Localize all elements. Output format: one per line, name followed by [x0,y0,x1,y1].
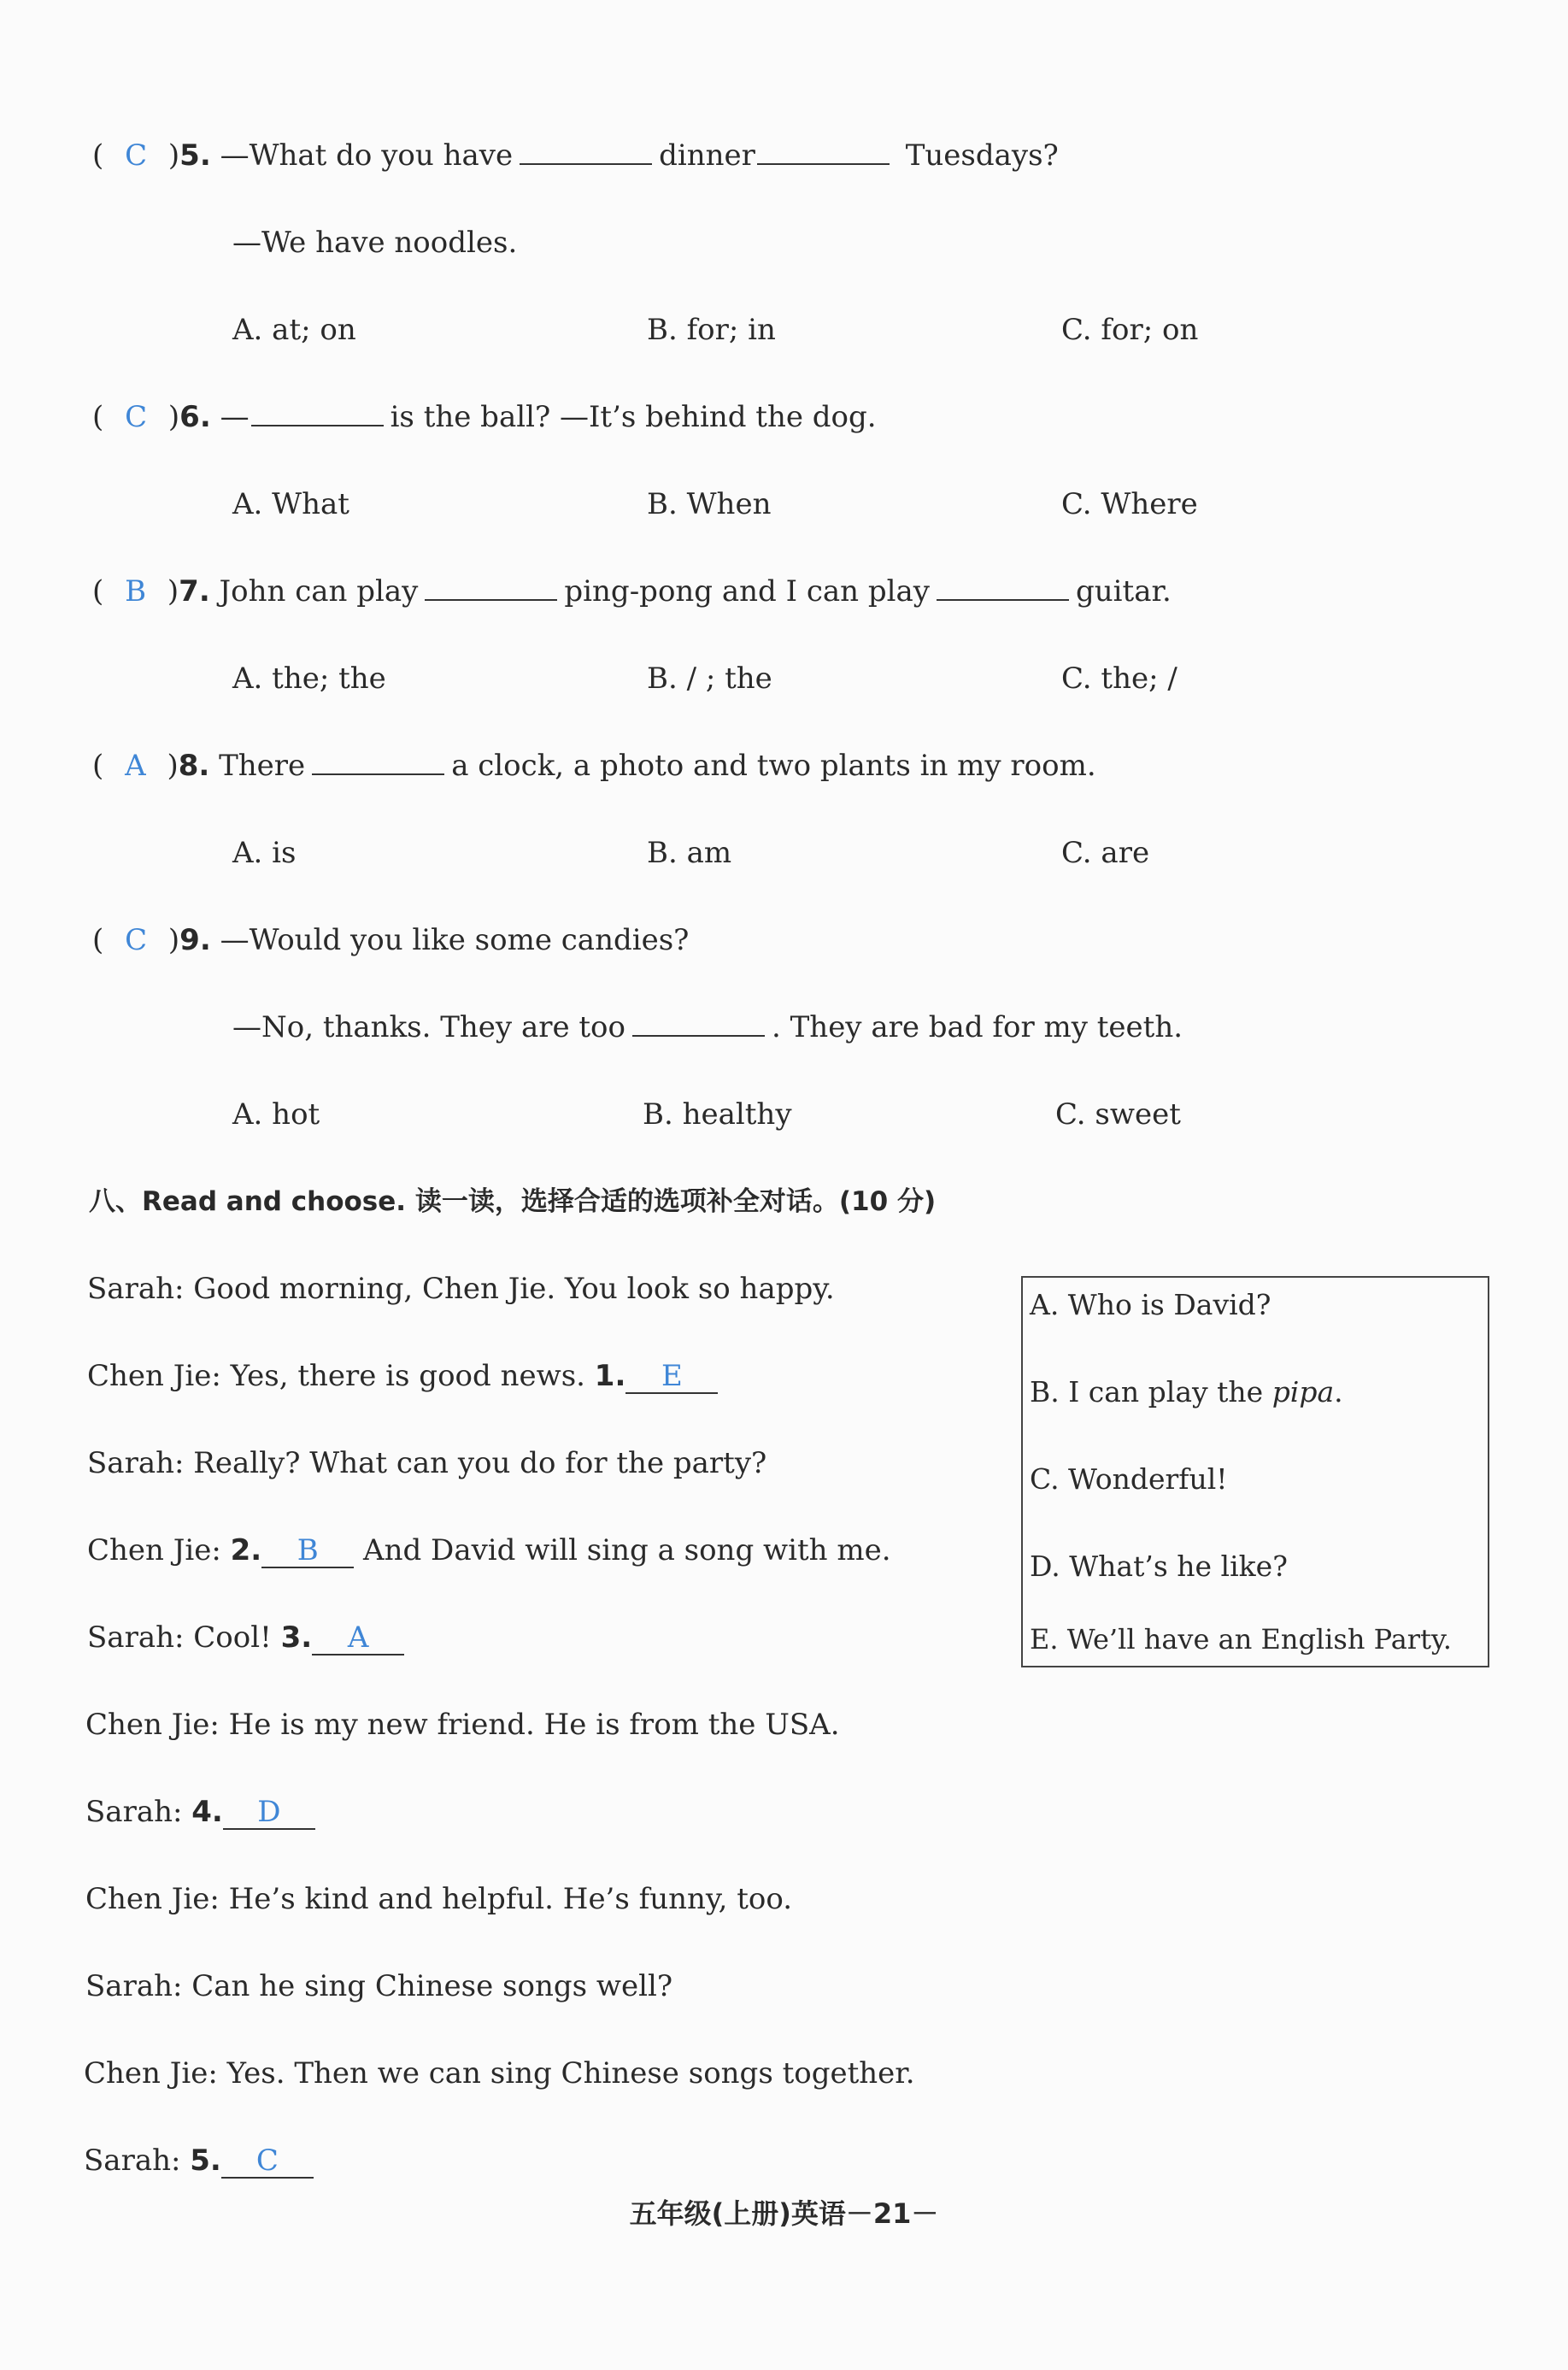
question-number: 6. [179,400,211,434]
blank [937,573,1069,601]
dialogue-line-1 [87,1270,835,1308]
dialogue-line-5 [87,1619,404,1656]
dialogue-line-8 [85,1880,792,1918]
question-text: There [219,749,306,783]
blank [520,138,652,165]
option-b: B. / ; the [647,662,772,696]
option-c: C. for; on [1061,313,1199,347]
dialogue-text: Cool! [193,1620,272,1655]
option-a: A. hot [232,1097,320,1132]
option-c: C. the; / [1061,662,1177,696]
answer-8: A [125,749,146,783]
dialogue-text: Can he sing Chinese songs well? [191,1969,673,2003]
choice-e: E. We’ll have an English Party. [1030,1623,1452,1655]
speaker: Chen Jie: [87,1533,221,1567]
speaker: Sarah: [85,1795,183,1829]
dialogue-line-6 [85,1706,840,1744]
blank [312,748,444,775]
question-number: 8. [178,749,210,783]
option-b: B. am [647,836,732,870]
dialogue-text: He’s kind and helpful. He’s funny, too. [228,1882,793,1916]
reply-text: —No, thanks. They are too [232,1010,625,1044]
question-7 [92,573,1172,610]
blank [251,399,384,426]
question-number: 9. [179,923,211,957]
filled-blank: E [625,1360,718,1394]
dialogue-text: He is my new friend. He is from the USA. [228,1708,840,1742]
speaker: Chen Jie: [85,1708,220,1742]
blank-number: 3. [280,1620,313,1655]
paren-close: ) [167,923,180,957]
question-text: a clock, a photo and two plants in my room. [451,749,1096,783]
paren-close: ) [167,749,179,783]
filled-blank: A [312,1621,404,1655]
dialogue-text: Yes, there is good news. [230,1359,585,1393]
question-5 [92,137,1059,174]
dialogue-text: Really? What can you do for the party? [193,1446,767,1480]
choice-b-text: B. I can play the [1030,1375,1264,1408]
filled-blank: D [223,1796,315,1830]
paren-close: ) [167,138,180,173]
blank-number: 4. [191,1795,223,1829]
choices-box [1021,1276,1489,1667]
choice-c: C. Wonderful! [1030,1462,1228,1496]
question-text: ping-pong and I can play [564,574,930,609]
choice-a: A. Who is David? [1030,1288,1271,1321]
question-9 [92,921,689,959]
paren-open: ( [92,400,104,434]
dialogue-text: Yes. Then we can sing Chinese songs together. [226,2056,915,2091]
question-text: is the ball? —It’s behind the dog. [390,400,877,434]
choice-b-period: . [1334,1375,1343,1408]
question-8 [92,747,1096,785]
paren-open: ( [92,138,104,173]
option-a: A. is [232,836,297,870]
speaker: Sarah: [84,2144,181,2178]
option-a: A. at; on [232,313,356,347]
paren-close: ) [167,400,180,434]
blank [425,573,557,601]
dialogue-text: Good morning, Chen Jie. You look so happy. [193,1272,835,1306]
option-c: C. are [1061,836,1150,870]
option-b: B. for; in [647,313,776,347]
speaker: Sarah: [87,1272,185,1306]
speaker: Chen Jie: [87,1359,221,1393]
reply-text: . They are bad for my teeth. [772,1010,1183,1044]
dialogue-line-10 [84,2055,915,2092]
choice-b-emphasis: pipa [1271,1375,1335,1408]
blank-number: 1. [594,1359,626,1393]
page-footer: 五年级(上册)英语－21－ [629,2197,939,2230]
reply-9 [232,1009,1183,1046]
answer-5: C [125,138,148,173]
paren-open: ( [92,923,104,957]
question-text: Tuesdays? [905,138,1059,173]
question-number: 7. [179,574,210,609]
dialogue-text: And David will sing a song with me. [363,1533,891,1567]
blank-number: 5. [190,2144,221,2178]
choice-b [1030,1375,1343,1408]
question-text: guitar. [1076,574,1172,609]
option-b: B. When [647,487,772,521]
dialogue-line-7 [85,1793,315,1831]
option-a: A. the; the [232,662,386,696]
option-c: C. Where [1061,487,1198,521]
question-text: —Would you like some candies? [220,923,690,957]
choice-d: D. What’s he like? [1030,1550,1288,1583]
paren-close: ) [167,574,179,609]
filled-blank: B [261,1534,354,1568]
paren-open: ( [92,749,104,783]
speaker: Chen Jie: [84,2056,218,2091]
blank [632,1009,765,1037]
speaker: Sarah: [87,1620,185,1655]
question-text: —What do you have [220,138,514,173]
question-text: dinner [659,138,755,173]
answer-9: C [125,923,148,957]
dialogue-line-3 [87,1444,766,1482]
question-number: 5. [179,138,211,173]
paren-open: ( [92,574,104,609]
blank-number: 2. [230,1533,262,1567]
answer-7: B [125,574,147,609]
dialogue-line-11 [84,2142,314,2179]
filled-blank: C [221,2144,314,2179]
speaker: Sarah: [87,1446,185,1480]
dialogue-line-9 [85,1967,672,2005]
answer-6: C [125,400,148,434]
section-title: 八、Read and choose. 读一读，选择合适的选项补全对话。(10 分) [89,1186,937,1217]
dialogue-line-2 [87,1357,718,1395]
dialogue-line-4 [87,1532,891,1569]
question-6 [92,398,877,436]
question-text: — [220,400,250,434]
reply-5: —We have noodles. [232,226,518,260]
option-b: B. healthy [643,1097,792,1132]
option-c: C. sweet [1055,1097,1181,1132]
question-text: John can play [219,574,419,609]
option-a: A. What [232,487,349,521]
blank [757,138,890,165]
speaker: Sarah: [85,1969,183,2003]
speaker: Chen Jie: [85,1882,220,1916]
